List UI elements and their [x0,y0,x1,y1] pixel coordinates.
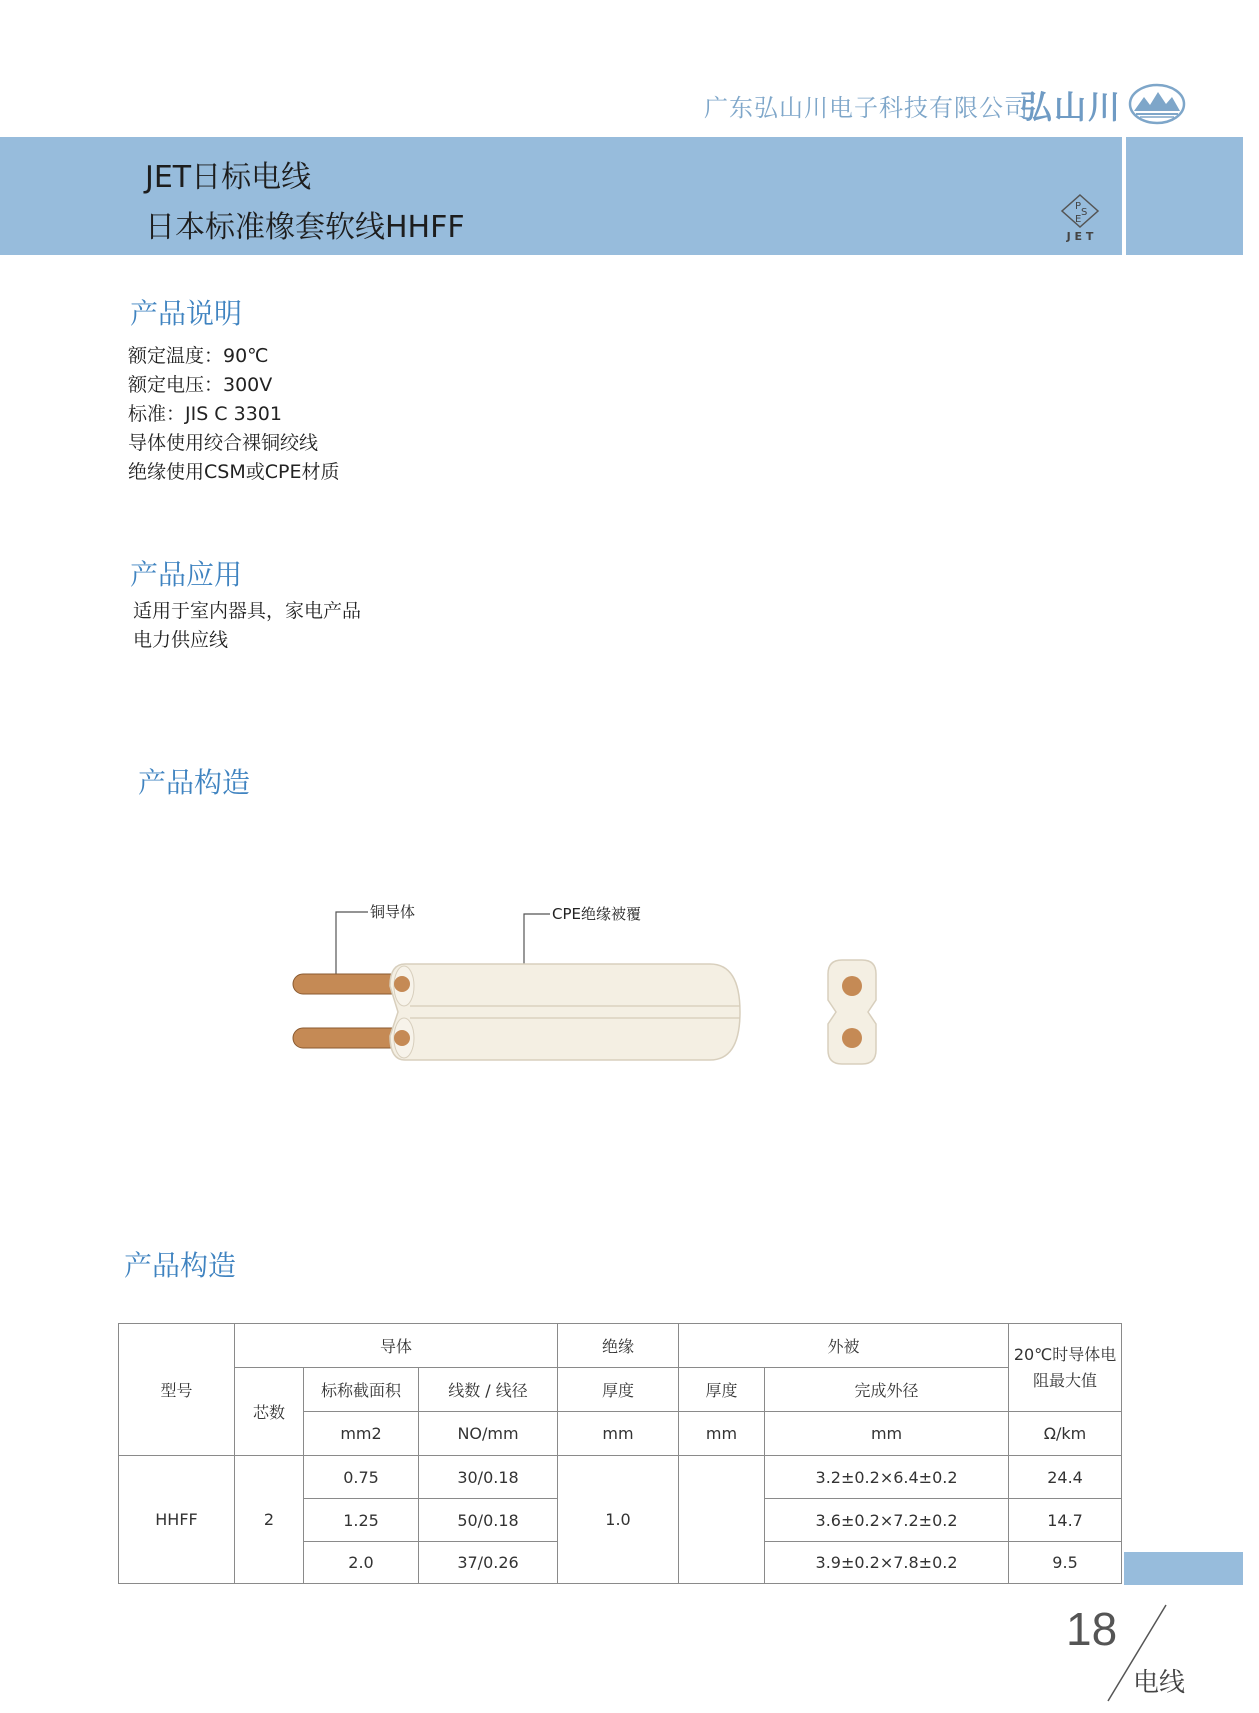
pse-certification-icon [1052,192,1108,244]
header-sheath-thickness: 厚度 [679,1368,765,1412]
jet-label: J E T [1066,230,1094,243]
cell-area: 0.75 [304,1456,419,1499]
page-number: 18 [1066,1603,1118,1655]
header-sheath: 外被 [679,1324,1009,1368]
application-line: 适用于室内器具，家电产品 [133,600,362,622]
cell-strand: 37/0.26 [419,1542,558,1584]
unit-insulation-thickness: mm [558,1412,679,1456]
cpe-insulation-body [390,964,740,1060]
cell-resistance: 14.7 [1009,1499,1122,1542]
label-conductor: 铜导体 [370,903,416,921]
spec-line-voltage: 额定电压：300V [128,374,273,396]
cell-outer-diameter: 3.6±0.2×7.2±0.2 [765,1499,1009,1542]
spec-list [128,342,339,487]
header-insulation-thickness: 厚度 [558,1368,679,1412]
header-strand: 线数 / 线径 [419,1368,558,1412]
pse-letter-s: S [1081,207,1088,218]
header-conductor: 导体 [235,1324,558,1368]
page-title: JET日标电线 [145,160,312,195]
cell-area: 2.0 [304,1542,419,1584]
cell-resistance: 9.5 [1009,1542,1122,1584]
header-insulation: 绝缘 [558,1324,679,1368]
spec-line-conductor: 导体使用绞合裸铜绞线 [128,432,319,454]
cell-strand: 50/0.18 [419,1499,558,1542]
cell-strand: 30/0.18 [419,1456,558,1499]
page-subtitle: 日本标准橡套软线HHFF [145,210,465,245]
unit-strand: NO/mm [419,1412,558,1456]
section-title-structure: 产品构造 [138,766,251,799]
page-section-label: 电线 [1133,1668,1186,1698]
cell-insulation-thickness: 1.0 [558,1456,679,1584]
unit-area: mm2 [304,1412,419,1456]
cell-model: HHFF [119,1456,235,1584]
copper-conductor-top [293,974,403,994]
header-resistance: 20℃时导体电阻最大值 [1009,1324,1122,1412]
application-list [133,597,361,655]
header-outer-diameter: 完成外径 [765,1368,1009,1412]
brand-name: 弘山川 [1020,88,1123,126]
unit-sheath-thickness: mm [679,1412,765,1456]
title-banner-side [1126,137,1243,255]
section-title-application: 产品应用 [130,558,243,591]
mountain-logo-icon [1128,83,1186,125]
cross-section-conductor-bottom [842,1028,862,1048]
pse-letter-p: P [1075,201,1082,212]
spec-line-temperature: 额定温度：90℃ [128,345,269,367]
cell-cores: 2 [235,1456,304,1584]
unit-resistance: Ω/km [1009,1412,1122,1456]
cross-section-conductor-top [842,976,862,996]
cell-outer-diameter: 3.2±0.2×6.4±0.2 [765,1456,1009,1499]
spec-line-insulation: 绝缘使用CSM或CPE材质 [128,461,340,483]
table-row [119,1456,1122,1499]
application-line: 电力供应线 [133,629,229,651]
section-title-description: 产品说明 [130,297,243,330]
copper-conductor-bottom [293,1028,403,1048]
section-title-table: 产品构造 [124,1249,237,1282]
label-insulation: CPE绝缘被覆 [552,905,641,923]
cable-structure-drawing [280,890,900,1090]
company-name: 广东弘山川电子科技有限公司 [704,94,1029,122]
header-model: 型号 [119,1324,235,1456]
conductor-leader-line [336,912,368,983]
unit-outer-diameter: mm [765,1412,1009,1456]
header-area: 标称截面积 [304,1368,419,1412]
pse-letter-e: E [1075,214,1082,225]
spec-table [118,1323,1122,1584]
header-cores: 芯数 [235,1368,304,1456]
cable-cross-section [828,960,876,1064]
cell-area: 1.25 [304,1499,419,1542]
cell-sheath-thickness [679,1456,765,1584]
accent-bar [1124,1552,1243,1585]
spec-line-standard: 标准：JIS C 3301 [128,403,282,425]
cell-resistance: 24.4 [1009,1456,1122,1499]
cell-outer-diameter: 3.9±0.2×7.8±0.2 [765,1542,1009,1584]
